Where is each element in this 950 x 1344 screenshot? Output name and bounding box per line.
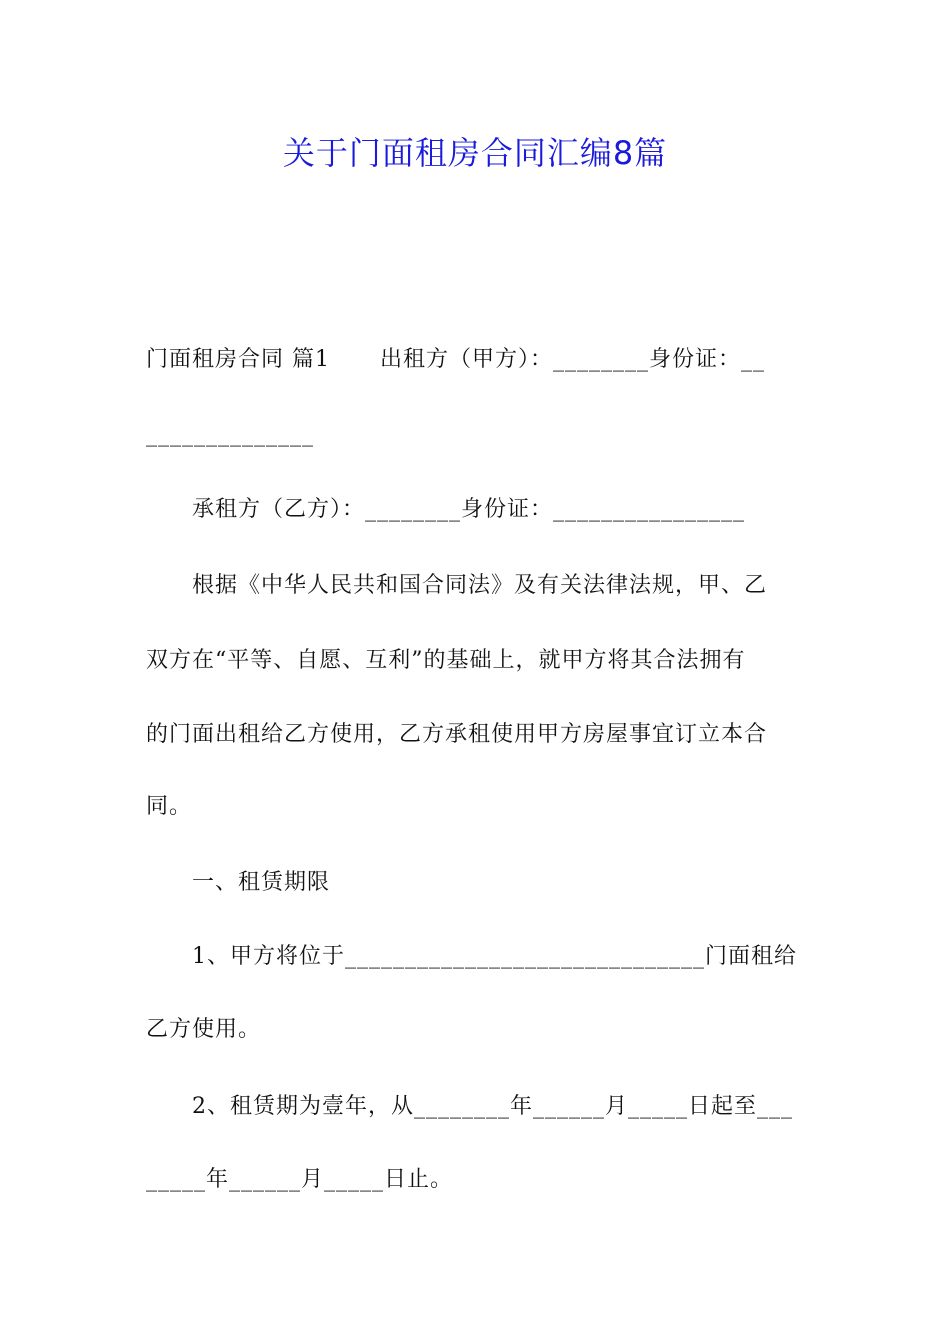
paragraph-line: 根据《中华人民共和国合同法》及有关法律法规，甲、乙 [192,573,768,598]
contract-heading-line [146,340,806,380]
lessor-id-continuation: ______________ [146,422,314,447]
paragraph-line: 的门面出租给乙方使用，乙方承租使用甲方房屋事宜订立本合 [146,722,768,747]
clause-line: 乙方使用。 [146,1017,262,1042]
section-heading: 一、租赁期限 [192,870,331,895]
clause-line: _____年______月_____日止。 [146,1167,454,1192]
clause-line: 1、甲方将位于______________________________门面租给 [192,944,797,969]
lessee-field: 承租方（乙方）：________身份证：________________ [192,497,746,522]
paragraph-line: 同。 [146,794,193,819]
lessor-field: 出租方（甲方）：________身份证：__ [380,347,766,372]
clause-line: 2、租赁期为壹年，从________年______月_____日起至___ [192,1094,793,1119]
document-title: 关于门面租房合同汇编8篇 [282,134,668,172]
contract-heading: 门面租房合同 篇1 [146,347,330,372]
paragraph-line: 双方在“平等、自愿、互利”的基础上，就甲方将其合法拥有 [146,648,746,673]
